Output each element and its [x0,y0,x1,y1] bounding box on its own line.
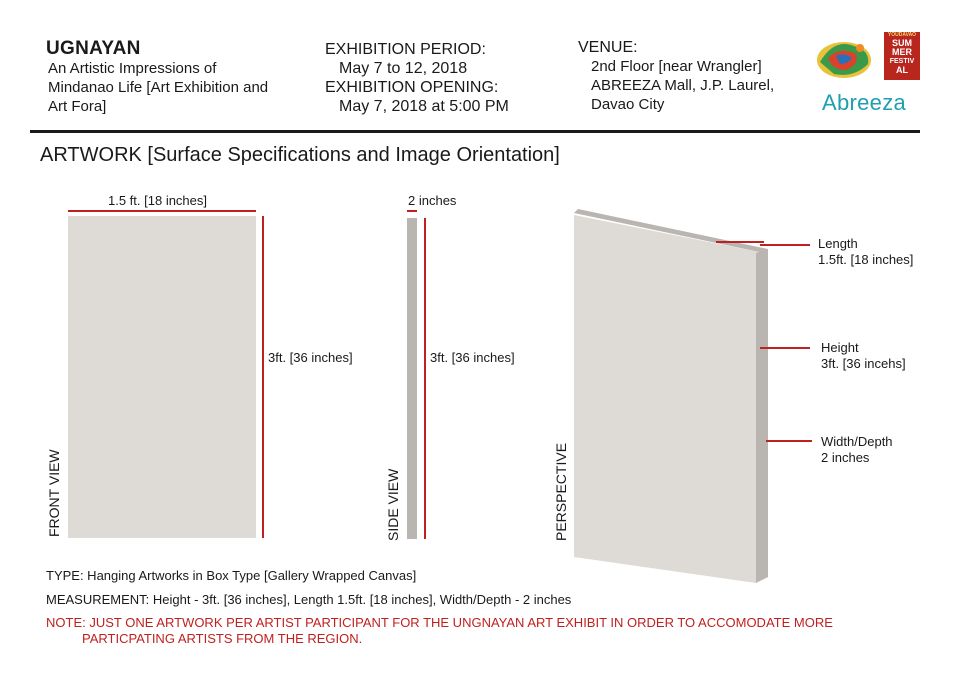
subtitle-line: Art Fora] [48,98,107,115]
summer-festival-text: AL [896,65,908,75]
type-line: TYPE: Hanging Artworks in Box Type [Gallery Wrapped Canvas] [46,568,417,583]
summer-festival-text: SUM [892,38,912,48]
height-callout-title: Height [821,340,859,355]
perspective-label: PERSPECTIVE [553,442,569,541]
front-width-label: 1.5 ft. [18 inches] [108,193,208,208]
abreeza-logo: Abreeza [822,90,907,115]
side-height-label: 3ft. [36 inches] [430,350,515,365]
side-depth-label: 2 inches [408,193,457,208]
measurement-line: MEASUREMENT: Height - 3ft. [36 inches], Length 1.5ft. [18 inches], Width/Depth - 2 inches [46,592,572,607]
perspective-canvas [560,205,780,585]
front-view-canvas [68,216,256,538]
summer-festival-top: YOUDAVAO [887,32,917,38]
ugnayan-art-logo [814,32,874,82]
header-divider [30,130,920,133]
perspective-front-face [574,215,764,583]
exhibition-info [325,40,509,116]
summer-festival-text: FESTIV [889,58,915,65]
length-callout [818,236,913,268]
venue-line: 2nd Floor [near Wrangler] [591,58,762,75]
height-callout-value: 3ft. [36 incehs] [821,356,906,371]
height-callout [821,340,906,372]
venue-title: VENUE: [578,39,638,56]
subtitle-line: An Artistic Impressions of [48,60,217,77]
front-width-dimension-line [68,210,256,212]
length-callout-line [760,244,810,246]
opening-title: EXHIBITION OPENING: [325,79,499,96]
length-callout-title: Length [818,236,858,251]
summer-festival-logo [884,32,920,80]
front-view-label: FRONT VIEW [46,449,62,537]
length-callout-value: 1.5ft. [18 inches] [818,252,914,267]
summer-festival-text: MER [892,47,912,57]
depth-callout [821,434,893,466]
height-callout-line [760,347,810,349]
section-title: ARTWORK [Surface Specifications and Image Orientation] [40,144,560,166]
perspective-side-edge [756,249,768,583]
side-view-label: SIDE VIEW [385,468,401,541]
brand-title: UGNAYAN [46,38,141,59]
note-line-1: NOTE: JUST ONE ARTWORK PER ARTIST PARTICIPANT FOR THE UNGNAYAN ART EXHIBIT IN ORDER TO ACCOMODATE MORE [46,615,833,630]
depth-callout-line [766,440,812,442]
front-height-dimension-line [262,216,264,538]
event-subtitle [48,59,268,116]
depth-callout-value: 2 inches [821,450,870,465]
side-height-dimension-line [424,218,426,539]
side-view-canvas [407,218,417,539]
front-height-label: 3ft. [36 inches] [268,350,353,365]
venue-line: Davao City [591,96,665,113]
subtitle-line: Mindanao Life [Art Exhibition and [48,79,269,96]
opening-date: May 7, 2018 at 5:00 PM [339,98,509,115]
venue-line: ABREEZA Mall, J.P. Laurel, [591,77,775,94]
depth-callout-title: Width/Depth [821,434,893,449]
period-dates: May 7 to 12, 2018 [339,60,468,77]
period-title: EXHIBITION PERIOD: [325,41,486,58]
note-line-2: PARTICPATING ARTISTS FROM THE REGION. [82,631,363,646]
side-depth-dimension-line [407,210,417,212]
venue-info [578,38,774,114]
